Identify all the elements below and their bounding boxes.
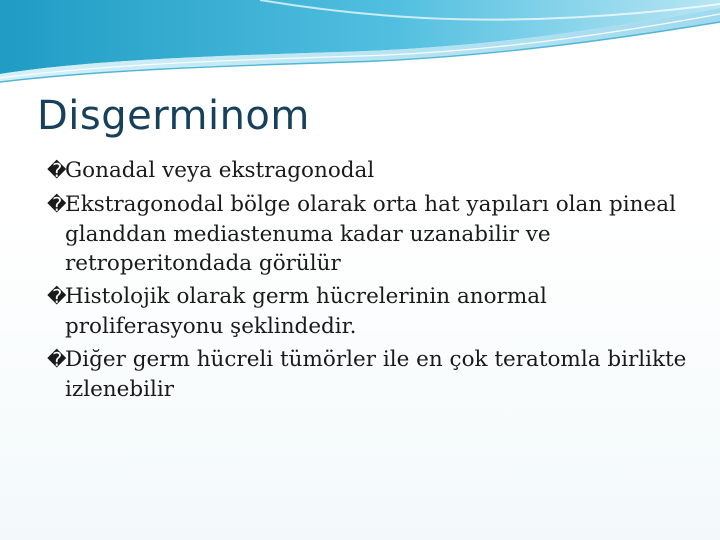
bullet-text: Histolojik olarak germ hücrelerinin anormal proliferasyonu şeklindedir.: [65, 284, 547, 339]
slide-title: Disgerminom: [37, 93, 310, 139]
bullet-item: [47, 156, 687, 186]
bullet-glyph-icon: �: [47, 160, 67, 182]
bullet-glyph-icon: �: [47, 286, 67, 308]
header-wave-decoration: [0, 0, 720, 90]
bullet-glyph-icon: �: [47, 349, 67, 371]
bullet-item: [47, 282, 687, 341]
bullet-glyph-icon: �: [47, 194, 67, 216]
bullet-text: Gonadal veya ekstragonodal: [65, 158, 375, 183]
bullet-text: Ekstragonodal bölge olarak orta hat yapıları olan pineal glanddan mediastenuma kadar uzanabilir ve retroperitondada görülür: [65, 192, 676, 276]
bullet-item: [47, 345, 687, 404]
bullet-list: [47, 156, 687, 408]
bullet-text: Diğer germ hücreli tümörler ile en çok teratomla birlikte izlenebilir: [65, 347, 687, 402]
bullet-item: [47, 190, 687, 278]
